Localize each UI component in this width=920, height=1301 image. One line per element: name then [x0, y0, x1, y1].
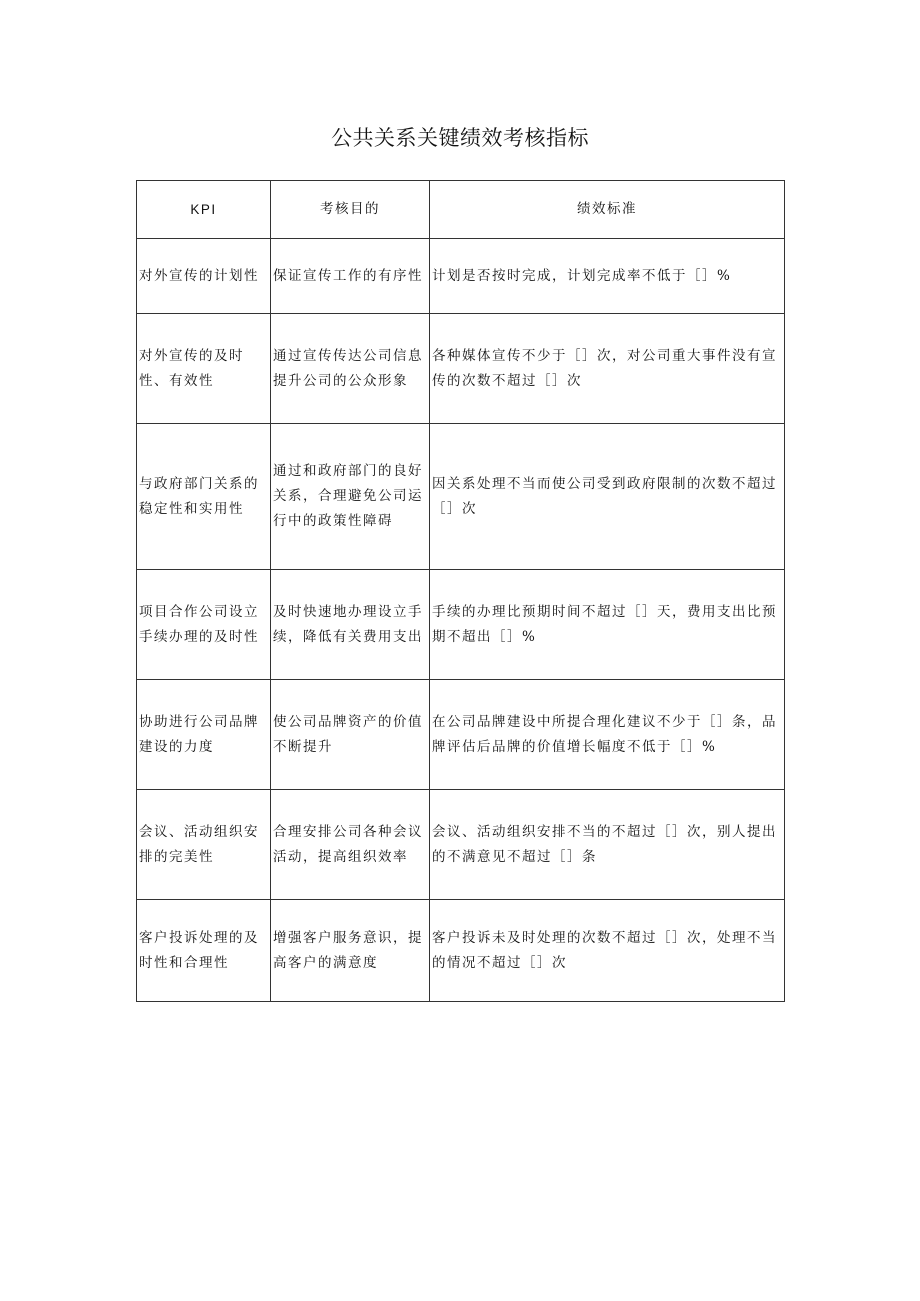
- page-title: 公共关系关键绩效考核指标: [331, 126, 589, 150]
- standard-cell: 在公司品牌建设中所提合理化建议不少于［］条，品牌评估后品牌的价值增长幅度不低于［］%: [430, 680, 785, 790]
- kpi-cell: 会议、活动组织安排的完美性: [137, 790, 271, 900]
- kpi-cell: 协助进行公司品牌建设的力度: [137, 680, 271, 790]
- purpose-cell: 合理安排公司各种会议活动，提高组织效率: [271, 790, 430, 900]
- header-kpi: KPI: [137, 181, 271, 239]
- table-row: [137, 790, 785, 900]
- table-row: [137, 239, 785, 314]
- purpose-cell: 增强客户服务意识，提高客户的满意度: [271, 900, 430, 1002]
- kpi-cell: 客户投诉处理的及时性和合理性: [137, 900, 271, 1002]
- table-row: [137, 570, 785, 680]
- table-row: [137, 900, 785, 1002]
- standard-cell: 客户投诉未及时处理的次数不超过［］次，处理不当的情况不超过［］次: [430, 900, 785, 1002]
- table-row: [137, 680, 785, 790]
- kpi-cell: 对外宣传的计划性: [137, 239, 271, 314]
- kpi-cell: 项目合作公司设立手续办理的及时性: [137, 570, 271, 680]
- purpose-cell: 通过和政府部门的良好关系，合理避免公司运行中的政策性障碍: [271, 424, 430, 570]
- table-row: [137, 424, 785, 570]
- kpi-cell: 对外宣传的及时性、有效性: [137, 314, 271, 424]
- standard-cell: 手续的办理比预期时间不超过［］天，费用支出比预期不超出［］%: [430, 570, 785, 680]
- kpi-table: [136, 180, 785, 1002]
- kpi-cell: 与政府部门关系的稳定性和实用性: [137, 424, 271, 570]
- header-standard: 绩效标准: [430, 181, 785, 239]
- table-row: [137, 314, 785, 424]
- purpose-cell: 保证宣传工作的有序性: [271, 239, 430, 314]
- standard-cell: 因关系处理不当而使公司受到政府限制的次数不超过［］次: [430, 424, 785, 570]
- purpose-cell: 使公司品牌资产的价值不断提升: [271, 680, 430, 790]
- purpose-cell: 及时快速地办理设立手续，降低有关费用支出: [271, 570, 430, 680]
- purpose-cell: 通过宣传传达公司信息提升公司的公众形象: [271, 314, 430, 424]
- header-purpose: 考核目的: [271, 181, 430, 239]
- standard-cell: 计划是否按时完成，计划完成率不低于［］%: [430, 239, 785, 314]
- table-header-row: [137, 181, 785, 239]
- standard-cell: 各种媒体宣传不少于［］次，对公司重大事件没有宣传的次数不超过［］次: [430, 314, 785, 424]
- standard-cell: 会议、活动组织安排不当的不超过［］次，别人提出的不满意见不超过［］条: [430, 790, 785, 900]
